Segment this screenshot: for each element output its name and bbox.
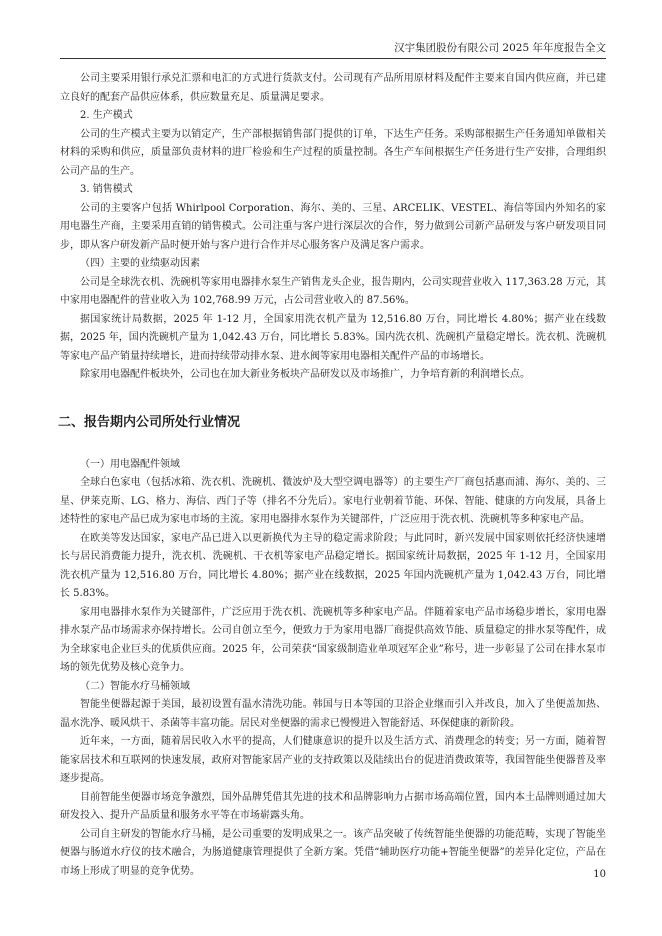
subheading-sales-mode: 3. 销售模式	[80, 184, 133, 195]
paragraph-production-mode: 公司的生产模式主要为以销定产，生产部根据销售部门提供的订单，下达生产任务。采购部根据生产任务通知单做相关材料的采购和供应，质量部负责材料的进厂检验和生产过程的质量控制。各生产车间根据生产任务进行生产安排，合理组织公司产品的生产。	[60, 128, 606, 177]
subheading-performance-drivers: （四）主要的业绩驱动因素	[80, 258, 200, 269]
page-header: 汉宇集团股份有限公司 2025 年年度报告全文	[394, 42, 606, 54]
paragraph-revenue: 公司是全球洗衣机、洗碗机等家用电器排水泵生产销售龙头企业，报告期内，公司实现营业收入 117,363.28 万元，其中家用电器配件的营业收入为 102,768.99 万元，占公司营业收入的 87.56%。	[60, 276, 606, 306]
paragraph-payment: 公司主要采用银行承兑汇票和电汇的方式进行货款支付。公司现有产品所用原材料及配件主要来自国内供应商，并已建立良好的配套产品供应体系，供应数量充足、质量满足要求。	[60, 73, 606, 103]
document-body	[60, 70, 606, 881]
paragraph-toilet-competition: 目前智能坐便器市场竞争激烈，国外品牌凭借其先进的技术和品牌影响力占据市场高端位置，国内本土品牌则通过加大研发投入、提升产品质量和服务水平等在市场崭露头角。	[60, 791, 606, 821]
header-divider	[60, 58, 606, 59]
paragraph-market-demand: 在欧美等发达国家，家电产品已进入以更新换代为主导的稳定需求阶段；与此同时，新兴发展中国家则依托经济快速增长与居民消费能力提升，洗衣机、洗碗机、干衣机等家电产品稳定增长。据国家统计局数据，2025 年 1-12 月，全国家用洗衣机产量为 12,516.80 万台，同比增长 4.80%；据产业在线数据，2025 年国内洗碗机产量为 1,042.43 万台，同比增长 5.83%。	[60, 532, 606, 599]
paragraph-production-stats: 据国家统计局数据，2025 年 1-12 月，全国家用洗衣机产量为 12,516.80 万台，同比增长 4.80%；据产业在线数据，2025 年，国内洗碗机产量为 1,042.43 万台，同比增长 5.83%。国内洗衣机、洗碗机产量稳定增长。洗衣机、洗碗机等家电产品产销量持续增长，进而持续带动排水泵、进水阀等家用电器相关配件产品的市场增长。	[60, 313, 606, 362]
paragraph-drain-pump: 家用电器排水泵作为关键部件，广泛应用于洗衣机、洗碗机等多种家电产品。伴随着家电产品市场稳步增长，家用电器排水泵产品市场需求亦保持增长。公司自创立至今，便致力于为家用电器厂商提供高效节能、质量稳定的排水泵等配件，成为全球家电企业巨头的优质供应商。2025 年，公司荣获“国家级制造业单项冠军企业”称号，进一步彰显了公司在排水泵市场的领先优势及核心竞争力。	[60, 606, 606, 673]
paragraph-new-business: 除家用电器配件板块外，公司也在加大新业务板块产品研发以及市场推广，力争培育新的利润增长点。	[80, 369, 530, 380]
section-heading-industry: 二、报告期内公司所处行业情况	[58, 414, 241, 430]
paragraph-hydrotherapy-product: 公司自主研发的智能水疗马桶，是公司重要的发明成果之一。该产品突破了传统智能坐便器的功能范畴，实现了智能坐便器与肠道水疗仪的技术融合，为肠道健康管理提供了全新方案。凭借“辅助医疗功能+智能坐便器”的差异化定位，产品在市场上形成了明显的竞争优势。	[60, 828, 606, 877]
subheading-smart-toilet: （二）智能水疗马桶领域	[80, 680, 190, 692]
subheading-production-mode: 2. 生产模式	[80, 110, 133, 121]
paragraph-toilet-origin: 智能坐便器起源于美国，最初设置有温水清洗功能。韩国与日本等国的卫浴企业继而引入并改良，加入了坐便盖加热、温水洗净、暖风烘干、杀菌等丰富功能。居民对坐便器的需求已慢慢进入智能舒适、环保健康的新阶段。	[60, 699, 606, 729]
paragraph-global-appliances: 全球白色家电（包括冰箱、洗衣机、洗碗机、微波炉及大型空调电器等）的主要生产厂商包括惠而浦、海尔、美的、三星、伊莱克斯、LG、格力、海信、西门子等（排名不分先后）。家电行业朝着节能、环保、智能、健康的方向发展，具备上述特性的家电产品已成为家电市场的主流。家用电器排水泵作为关键部件，广泛应用于洗衣机、洗碗机等多种家电产品。	[60, 477, 606, 525]
paragraph-toilet-trends: 近年来，一方面，随着居民收入水平的提高，人们健康意识的提升以及生活方式、消费理念的转变；另一方面，随着智能家居技术和互联网的快速发展，政府对智能家居产业的支持政策以及陆续出台的促进消费政策等，我国智能坐便器普及率逐步提高。	[60, 736, 606, 784]
subheading-appliance-parts: （一）用电器配件领域	[80, 458, 180, 470]
paragraph-sales-mode: 公司的主要客户包括 Whirlpool Corporation、海尔、美的、三星、ARCELIK、VESTEL、海信等国内外知名的家用电器生产商，主要采用直销的销售模式。公司注重与客户进行深层次的合作，努力做到公司新产品研发与客户研发项目同步，即从客户研发新产品时便开始与客户进行合作并尽心服务客户及满足客户需求。	[60, 202, 606, 251]
page-number: 10	[593, 869, 606, 880]
